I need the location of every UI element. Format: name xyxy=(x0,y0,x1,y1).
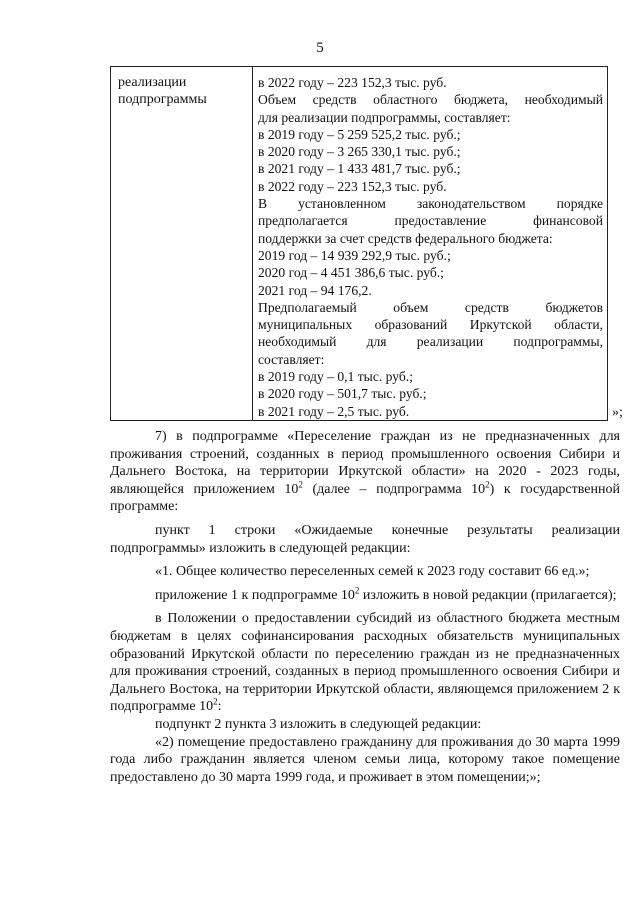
right-cell-line: поддержки за счет средств федерального бюджета: xyxy=(258,230,553,246)
text-span: (далее – подпрограмма 10 xyxy=(302,481,486,497)
table-right-cell xyxy=(258,74,603,420)
left-cell-line: реализации xyxy=(118,75,187,90)
left-cell-line: подпрограммы xyxy=(118,92,207,107)
text-span: 7) в подпрограмме «Переселение граждан из не предназначенных для проживания строений, созданных в период промышленного освоения Сибири и Дальнего Востока, на территории Иркутской области» на 2020 - 2023 годы, являющейся приложением 10 xyxy=(110,429,620,497)
table-column-divider xyxy=(252,67,253,420)
right-cell-line: для реализации подпрограммы, составляет: xyxy=(258,109,511,125)
right-cell-line: предполагается предоставление финансовой xyxy=(258,213,603,229)
superscript: 2 xyxy=(213,696,218,707)
right-cell-line: в 2022 году – 223 152,3 тыс. руб. xyxy=(258,178,447,194)
superscript: 2 xyxy=(298,479,303,490)
right-cell-line: 2021 год – 94 176,2. xyxy=(258,282,372,298)
superscript: 2 xyxy=(354,585,360,596)
closing-quote-mark: »; xyxy=(612,405,623,420)
document-body xyxy=(110,428,620,786)
superscript: 2 xyxy=(485,479,490,490)
text-span: ) к государственной программе: xyxy=(110,481,620,515)
paragraph-housing-condition: «2) помещение предоставлено гражданину для проживания до 30 марта 1999 года либо гражданин является членом семьи лица, которому такое помещение предоставлено до 30 марта 1999 года, и проживает в этом помещении;»; xyxy=(110,734,620,785)
right-cell-line: Объем средств областного бюджета, необходимый xyxy=(258,92,603,108)
right-cell-line: в 2020 году – 3 265 330,1 тыс. руб.; xyxy=(258,144,461,160)
right-cell-line: в 2021 году – 1 433 481,7 тыс. руб.; xyxy=(258,161,461,177)
paragraph-subpoint-two: подпункт 2 пункта 3 изложить в следующей редакции: xyxy=(155,716,482,732)
right-cell-line: 2020 год – 4 451 386,6 тыс. руб.; xyxy=(258,265,444,281)
right-cell-line: В установленном законодательством порядке xyxy=(258,196,603,212)
paragraph-subsidy-regulation xyxy=(110,610,620,716)
right-cell-line: в 2021 году – 2,5 тыс. руб. xyxy=(258,403,410,419)
right-cell-line: 2019 год – 14 939 292,9 тыс. руб.; xyxy=(258,247,451,263)
paragraph-subprogram-amendment xyxy=(110,428,620,516)
right-cell-line: в 2019 году – 0,1 тыс. руб.; xyxy=(258,369,413,385)
right-cell-line: необходимый для реализации подпрограммы, xyxy=(258,334,603,350)
page-number: 5 xyxy=(316,40,324,56)
right-cell-line: в 2022 году – 223 152,3 тыс. руб. xyxy=(258,75,447,90)
text-span: изложить в новой редакции (прилагается); xyxy=(359,587,617,603)
paragraph-point-one: пункт 1 строки «Ожидаемые конечные результаты реализации подпрограммы» изложить в следующей редакции: xyxy=(110,522,620,556)
right-cell-line: Предполагаемый объем средств бюджетов xyxy=(258,299,603,315)
right-cell-line: в 2020 году – 501,7 тыс. руб.; xyxy=(258,386,427,402)
paragraph-families-count: «1. Общее количество переселенных семей к 2023 году составит 66 ед.»; xyxy=(155,564,590,580)
text-span: в Положении о предоставлении субсидий из областного бюджета местным бюджетам в целях софинансирования расходных обязательств муниципальных образований Иркутской области по переселению граждан из не предназначенных для проживания строений, созданных в период промышленного освоения Сибири и Дальнего Востока, на территории Иркутской области, являющемся приложением 2 к подпрограмме 10 xyxy=(110,611,620,715)
right-cell-line: муниципальных образований Иркутской области, xyxy=(258,317,603,333)
table-left-cell xyxy=(118,74,248,108)
right-cell-line: составляет: xyxy=(258,351,325,367)
text-span: приложение 1 к подпрограмме 10 xyxy=(155,587,355,603)
program-table xyxy=(110,66,608,421)
right-cell-line: в 2019 году – 5 259 525,2 тыс. руб.; xyxy=(258,126,461,142)
text-span: : xyxy=(217,699,222,715)
paragraph-appendix-one xyxy=(110,587,620,605)
